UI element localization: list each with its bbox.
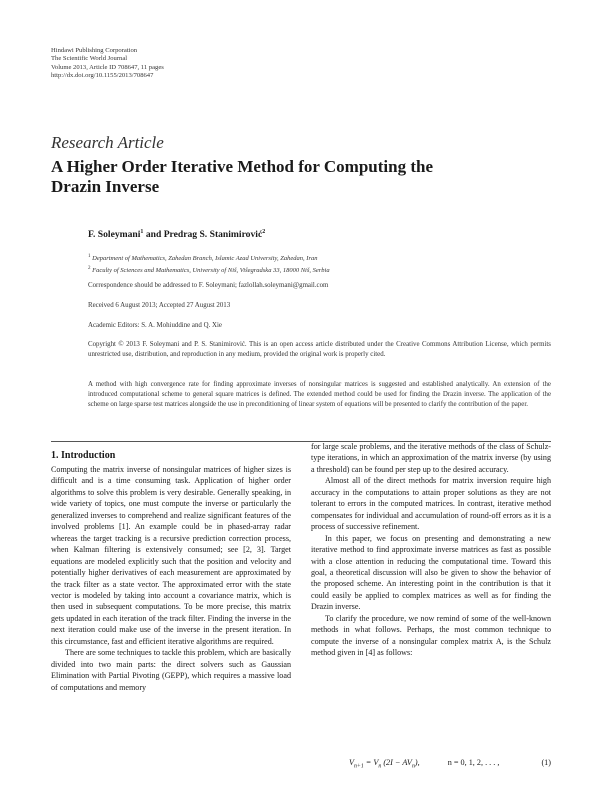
abstract: A method with high convergence rate for finding approximate inverses of nonsingular matrices is suggested and established analytically. An extension of the introduced computational scheme to general square matrices is defined. The extended method could be used for finding the Drazin inverse. The application of the scheme on large sparse test matrices alongside the use in preconditioning of linear system of equations will be presented to clarify the contribution of the paper. [88,381,551,409]
doi-link[interactable]: http://dx.doi.org/10.1155/2013/708647 [51,71,154,79]
publisher: Hindawi Publishing Corporation [51,47,138,54]
author-1: F. Soleymani [88,229,141,241]
paper-title: A Higher Order Iterative Method for Computing the Drazin Inverse [51,157,433,196]
author-2-affil-mark: 2 [262,229,266,235]
author-list [88,229,265,240]
paragraph: To clarify the procedure, we now remind of some of the well-known methods in what follows. Perhaps, the most common technique to compute the inverse of a nonsingular complex matrix A, is the Schulz method given in [4] as follows: [311,613,551,658]
academic-editors: Academic Editors: S. A. Mohiuddine and Q. Xie [88,322,222,329]
journal-header [51,47,164,80]
equation-number: (1) [541,758,551,767]
affiliations [88,252,330,276]
correspondence: Correspondence should be addressed to F. Soleymani; fazlollah.soleymani@gmail.com [88,282,329,289]
received-accepted-dates: Received 6 August 2013; Accepted 27 August 2013 [88,302,231,309]
paragraph: Computing the matrix inverse of nonsingular matrices of higher sizes is difficult and is a time consuming task. Application of higher order algorithms to solve this problem is very desirable. Generally speaking, in wide variety of topics, one must compute the inverse or particularly the generalized inverses to comprehend and realize significant features of the involved problems [1]. An example could be in phased-array radar whereas the target tracking is a recursive prediction correction process, when Kalman filtering is extensively consumed; see [2, 3]. Target equations are modeled explicitly such that the position and velocity and potentially higher derivatives of each measurement are approximated by the track filter as a state vector. The approximated error with the state vector is modeled by taking into account a covariance matrix, which is then used in subsequent computations. To be more precise, this matrix gets updated in each iteration of the track filter. Finding the inverse in the next iteration could make use of the inverse in the present iteration. In this circumstance, fast and efficient iterative algorithms are required. [51,465,291,646]
paragraph: There are some techniques to tackle this problem, which are basically divided into two main parts: the direct solvers such as Gaussian Elimination with Partial Pivoting (GEPP), which requires a massive load of computations and memory [51,648,291,692]
author-1-affil-mark: 1 [140,229,144,235]
paragraph: In this paper, we focus on presenting and demonstrating a new iterative method to find approximate inverse matrices as fast as possible with a close attention in reducing the computational time. Toward this goal, a theoretical discussion will also be given to show the behavior of the proposed scheme. An interesting point in the contribution is that it could easily be applied to complex matrices as well as for finding the Drazin inverse. [311,533,551,612]
volume-info: Volume 2013, Article ID 708647, 11 pages [51,63,164,71]
equation-range: n = 0, 1, 2, . . . , [447,758,500,767]
left-column [51,464,291,693]
copyright-notice: Copyright © 2013 F. Soleymani and P. S. Stanimirović. This is an open access article distributed under the Creative Commons Attribution License, which permits unrestricted use, distribution, and reproduction in any medium, provided the original work is properly cited. [88,341,551,359]
author-2: Predrag S. Stanimirović [163,229,263,241]
author-conjunction: and [143,229,164,241]
journal-name: The Scientific World Journal [51,55,128,63]
paragraph: Almost all of the direct methods for matrix inversion require high accuracy in the computations to attain proper solutions as they are not tolerant to errors in the computed matrices. In contrast, iterative method compensates for individual and accumulation of round-off errors as it is a process of successive refinement. [311,476,551,532]
paragraph: for large scale problems, and the iterative methods of the class of Schulz-type iterations, in which an approximation of the matrix inverse (by using a threshold) can be found per step up to the desired accuracy. [311,442,551,474]
article-type: Research Article [51,133,164,152]
equation-1: $V_{n+1} = V_n$ $(2I - AV_n)$, n = 0, 1, 2, . . . , (1) [349,758,551,770]
right-column [311,441,551,659]
affiliation-2: $^2$ Faculty of Sciences and Mathematics, University of Niš, Višegradska 33, 18000 Niš, Serbia [88,266,330,275]
affiliation-1: $^1$ Department of Mathematics, Zahedan Branch, Islamic Azad University, Zahedan, Iran [88,254,318,263]
section-heading-introduction: 1. Introduction [51,450,116,461]
